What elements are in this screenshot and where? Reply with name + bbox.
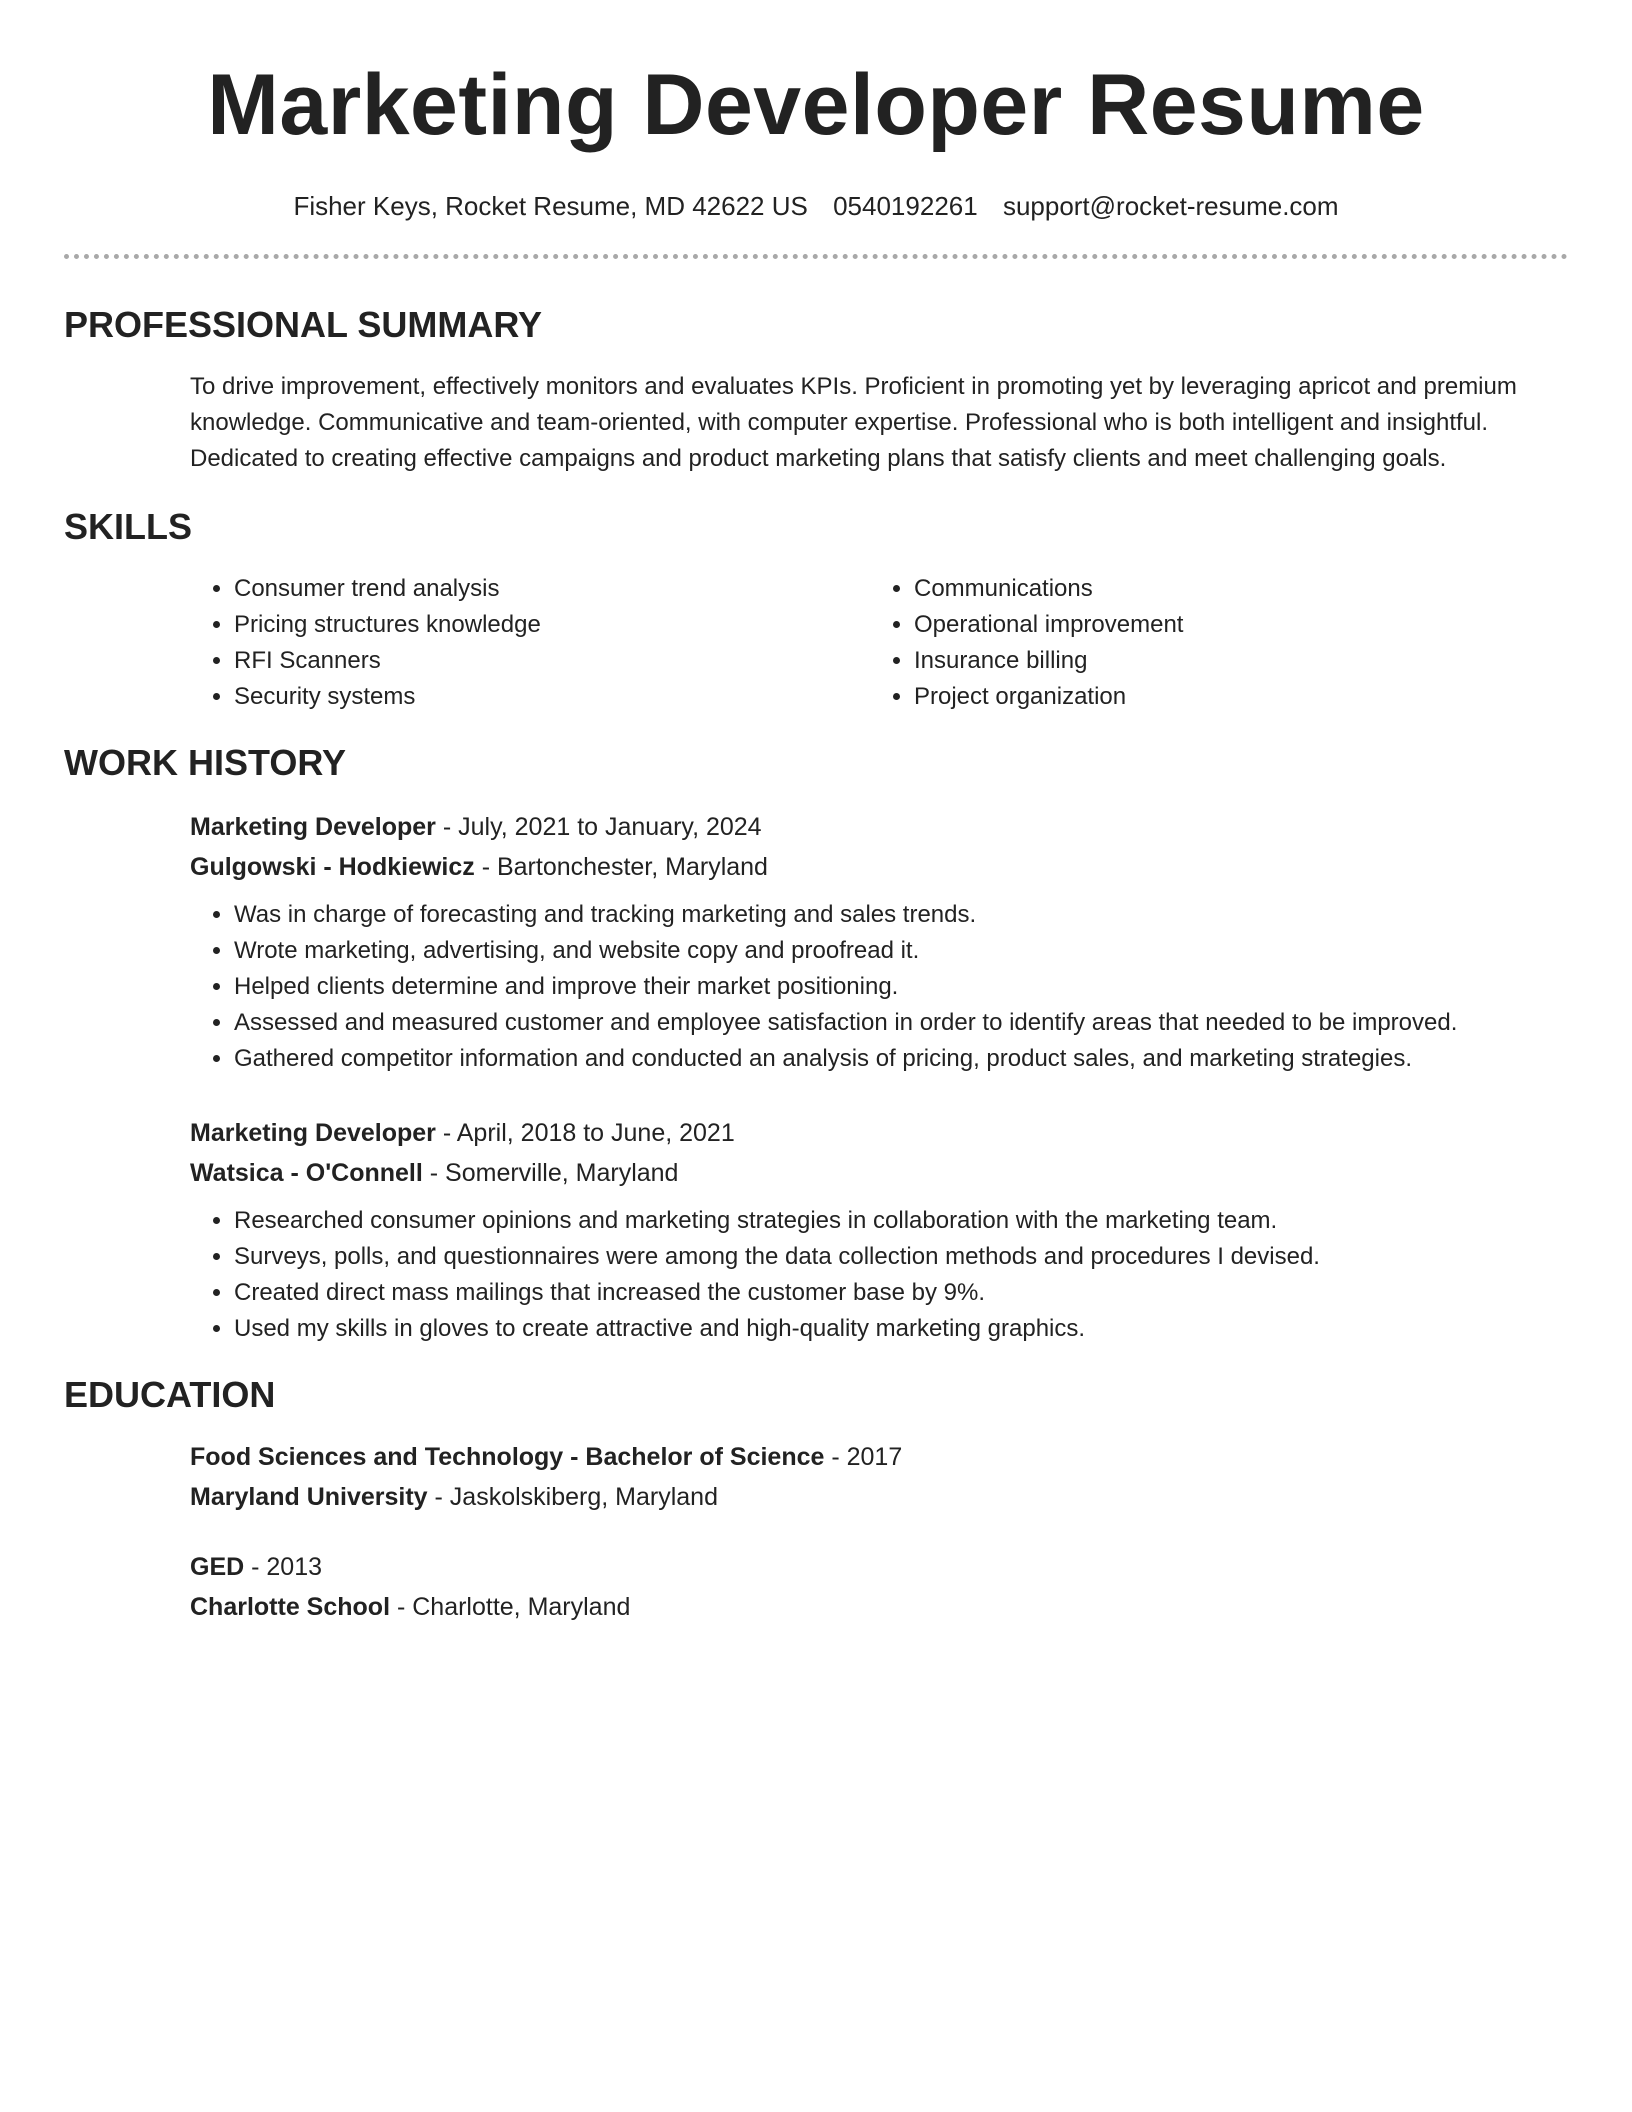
header-divider xyxy=(64,254,1568,259)
job-bullet: • Wrote marketing, advertising, and website copy and proofread it. xyxy=(234,933,1568,969)
job-company: Gulgowski - Hodkiewicz xyxy=(190,853,475,881)
skills-section xyxy=(64,505,1568,715)
job-bullets xyxy=(190,1203,1568,1347)
skills-grid xyxy=(190,571,1568,715)
summary-heading: PROFESSIONAL SUMMARY xyxy=(64,304,543,345)
education-year: - 2013 xyxy=(244,1553,323,1581)
education-school-line xyxy=(190,1477,1568,1517)
job-company-line xyxy=(190,1153,1568,1193)
skill-item: • Pricing structures knowledge xyxy=(234,607,870,643)
contact-phone: 0540192261 xyxy=(833,191,978,221)
skill-item: • Communications xyxy=(914,571,1550,607)
summary-section xyxy=(64,303,1568,477)
job-title-line xyxy=(190,1113,1568,1153)
job-bullet: • Researched consumer opinions and marketing strategies in collaboration with the marketing team. xyxy=(234,1203,1568,1239)
job-company-line xyxy=(190,847,1568,887)
job-location: - Somerville, Maryland xyxy=(422,1159,679,1187)
education-location: - Charlotte, Maryland xyxy=(390,1593,631,1621)
job-bullet: • Helped clients determine and improve their market positioning. xyxy=(234,969,1568,1005)
job-bullet: • Assessed and measured customer and employee satisfaction in order to identify areas that needed to be improved. xyxy=(234,1005,1568,1041)
contact-line xyxy=(64,188,1568,224)
work-history-section xyxy=(64,741,1568,1347)
education-section xyxy=(64,1373,1568,1627)
education-school-line xyxy=(190,1587,1568,1627)
education-year: - 2017 xyxy=(824,1443,903,1471)
education-degree: Food Sciences and Technology - Bachelor of Science xyxy=(190,1443,825,1471)
education-entry xyxy=(190,1437,1568,1517)
skills-list-right xyxy=(870,571,1550,715)
education-degree-line xyxy=(190,1437,1568,1477)
education-school: Maryland University xyxy=(190,1483,428,1511)
skill-item: • Project organization xyxy=(914,679,1550,715)
job-entry xyxy=(190,1113,1568,1347)
job-company: Watsica - O'Connell xyxy=(190,1159,423,1187)
job-bullets xyxy=(190,897,1568,1077)
job-bullet: • Was in charge of forecasting and tracking marketing and sales trends. xyxy=(234,897,1568,933)
job-bullet: • Gathered competitor information and conducted an analysis of pricing, product sales, and marketing strategies. xyxy=(234,1041,1568,1077)
job-dates: - April, 2018 to June, 2021 xyxy=(435,1119,735,1147)
job-location: - Bartonchester, Maryland xyxy=(474,853,768,881)
resume-title: Marketing Developer Resume xyxy=(207,57,1425,153)
contact-email: support@rocket-resume.com xyxy=(1002,191,1339,221)
job-dates: - July, 2021 to January, 2024 xyxy=(435,813,762,841)
job-role: Marketing Developer xyxy=(190,1119,436,1147)
skills-list-left xyxy=(190,571,870,715)
skill-item: • Security systems xyxy=(234,679,870,715)
job-role: Marketing Developer xyxy=(190,813,436,841)
job-bullet: • Created direct mass mailings that increased the customer base by 9%. xyxy=(234,1275,1568,1311)
education-school: Charlotte School xyxy=(190,1593,391,1621)
education-degree: GED xyxy=(190,1553,245,1581)
skill-item: • Consumer trend analysis xyxy=(234,571,870,607)
job-bullet: • Used my skills in gloves to create attractive and high-quality marketing graphics. xyxy=(234,1311,1568,1347)
work-history-heading: WORK HISTORY xyxy=(64,742,347,783)
summary-text: To drive improvement, effectively monitors and evaluates KPIs. Proficient in promoting yet by leveraging apricot and premium knowledge. Communicative and team-oriented, with computer expertise. Professional who is both intelligent and insightful. Dedicated to creating effective campaigns and product marketing plans that satisfy clients and meet challenging goals. xyxy=(190,373,1517,472)
skill-item: • Insurance billing xyxy=(914,643,1550,679)
job-bullet: • Surveys, polls, and questionnaires were among the data collection methods and procedures I devised. xyxy=(234,1239,1568,1275)
skill-item: • Operational improvement xyxy=(914,607,1550,643)
job-title-line xyxy=(190,807,1568,847)
education-entry xyxy=(190,1547,1568,1627)
skill-item: • RFI Scanners xyxy=(234,643,870,679)
contact-address: Fisher Keys, Rocket Resume, MD 42622 US xyxy=(293,191,808,221)
education-location: - Jaskolskiberg, Maryland xyxy=(427,1483,718,1511)
education-heading: EDUCATION xyxy=(64,1374,276,1415)
skills-heading: SKILLS xyxy=(64,506,193,547)
job-entry xyxy=(190,807,1568,1077)
education-degree-line xyxy=(190,1547,1568,1587)
